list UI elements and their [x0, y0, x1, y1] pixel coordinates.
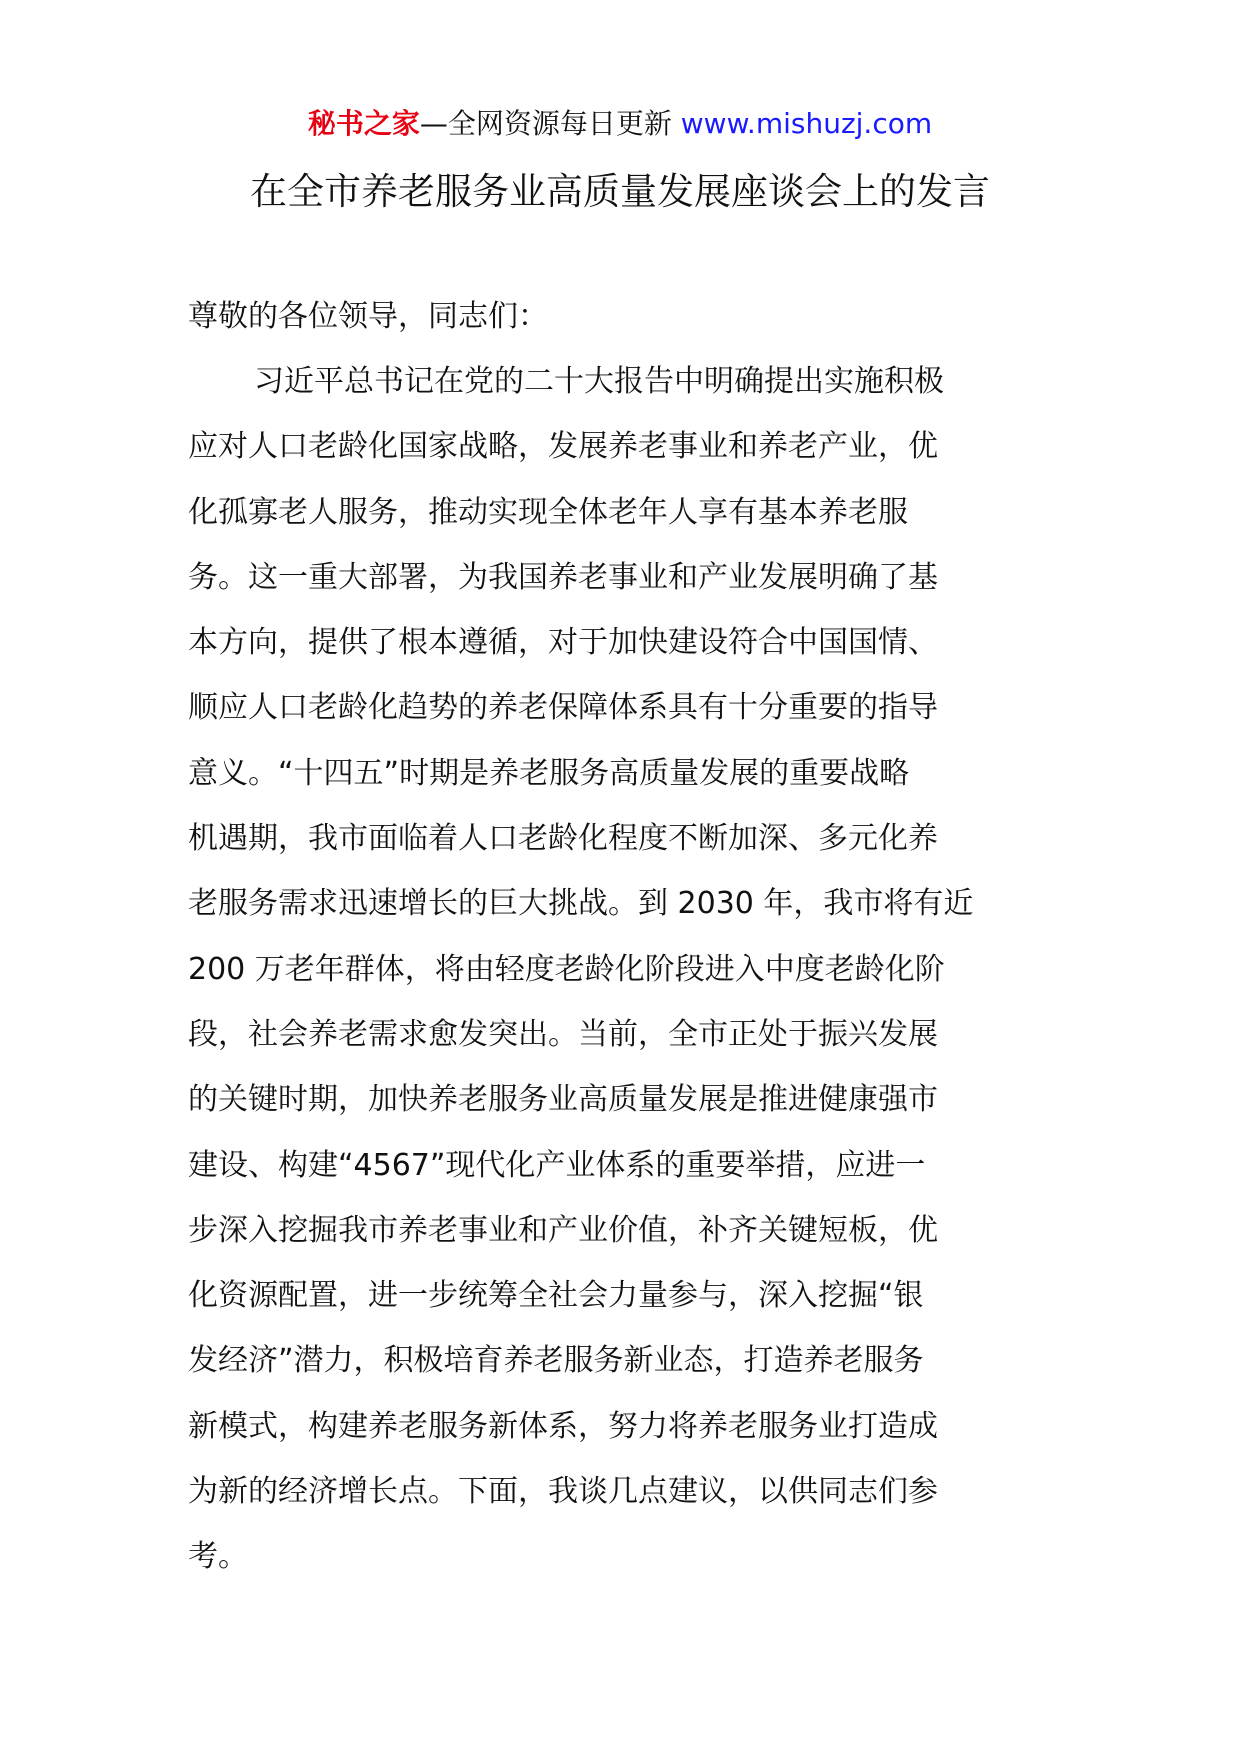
site-url-link[interactable]: www.mishuzj.com — [680, 107, 933, 140]
paragraph-line: 意义。“十四五”时期是养老服务高质量发展的重要战略 — [188, 755, 910, 791]
site-brand: 秘书之家 — [307, 107, 420, 140]
paragraph-line: 化孤寡老人服务，推动实现全体老年人享有基本养老服 — [188, 494, 908, 530]
paragraph-line: 考。 — [188, 1539, 248, 1575]
paragraph-line: 为新的经济增长点。下面，我谈几点建议，以供同志们参 — [188, 1474, 938, 1510]
paragraph-line: 顺应人口老龄化趋势的养老保障体系具有十分重要的指导 — [188, 690, 938, 726]
paragraph-line: 机遇期，我市面临着人口老龄化程度不断加深、多元化养 — [188, 821, 938, 857]
document-title: 在全市养老服务业高质量发展座谈会上的发言 — [250, 170, 990, 213]
site-header — [0, 104, 1240, 144]
paragraph-line: 习近平总书记在党的二十大报告中明确提出实施积极 — [254, 364, 944, 399]
paragraph-line: 本方向，提供了根本遵循，对于加快建设符合中国国情、 — [188, 625, 938, 661]
salutation: 尊敬的各位领导，同志们： — [188, 299, 548, 334]
paragraph-line: 步深入挖掘我市养老事业和产业价值，补齐关键短板，优 — [188, 1212, 938, 1248]
site-tagline: —全网资源每日更新 — [419, 107, 681, 140]
paragraph-line: 应对人口老龄化国家战略，发展养老事业和养老产业，优 — [188, 429, 938, 465]
body-paragraph — [188, 362, 1188, 1603]
paragraph-line: 建设、构建“4567”现代化产业体系的重要举措，应进一 — [188, 1147, 926, 1183]
paragraph-line: 化资源配置，进一步统筹全社会力量参与，深入挖掘“银 — [188, 1278, 924, 1314]
paragraph-line: 段，社会养老需求愈发突出。当前，全市正处于振兴发展 — [188, 1016, 938, 1052]
paragraph-line: 的关键时期，加快养老服务业高质量发展是推进健康强市 — [188, 1082, 938, 1118]
paragraph-line: 发经济”潜力，积极培育养老服务新业态，打造养老服务 — [188, 1343, 924, 1379]
paragraph-line: 200 万老年群体，将由轻度老龄化阶段进入中度老龄化阶 — [188, 951, 945, 987]
paragraph-line: 新模式，构建养老服务新体系，努力将养老服务业打造成 — [188, 1408, 938, 1444]
paragraph-line: 老服务需求迅速增长的巨大挑战。到 2030 年，我市将有近 — [188, 886, 974, 922]
paragraph-line: 务。这一重大部署，为我国养老事业和产业发展明确了基 — [188, 559, 938, 595]
